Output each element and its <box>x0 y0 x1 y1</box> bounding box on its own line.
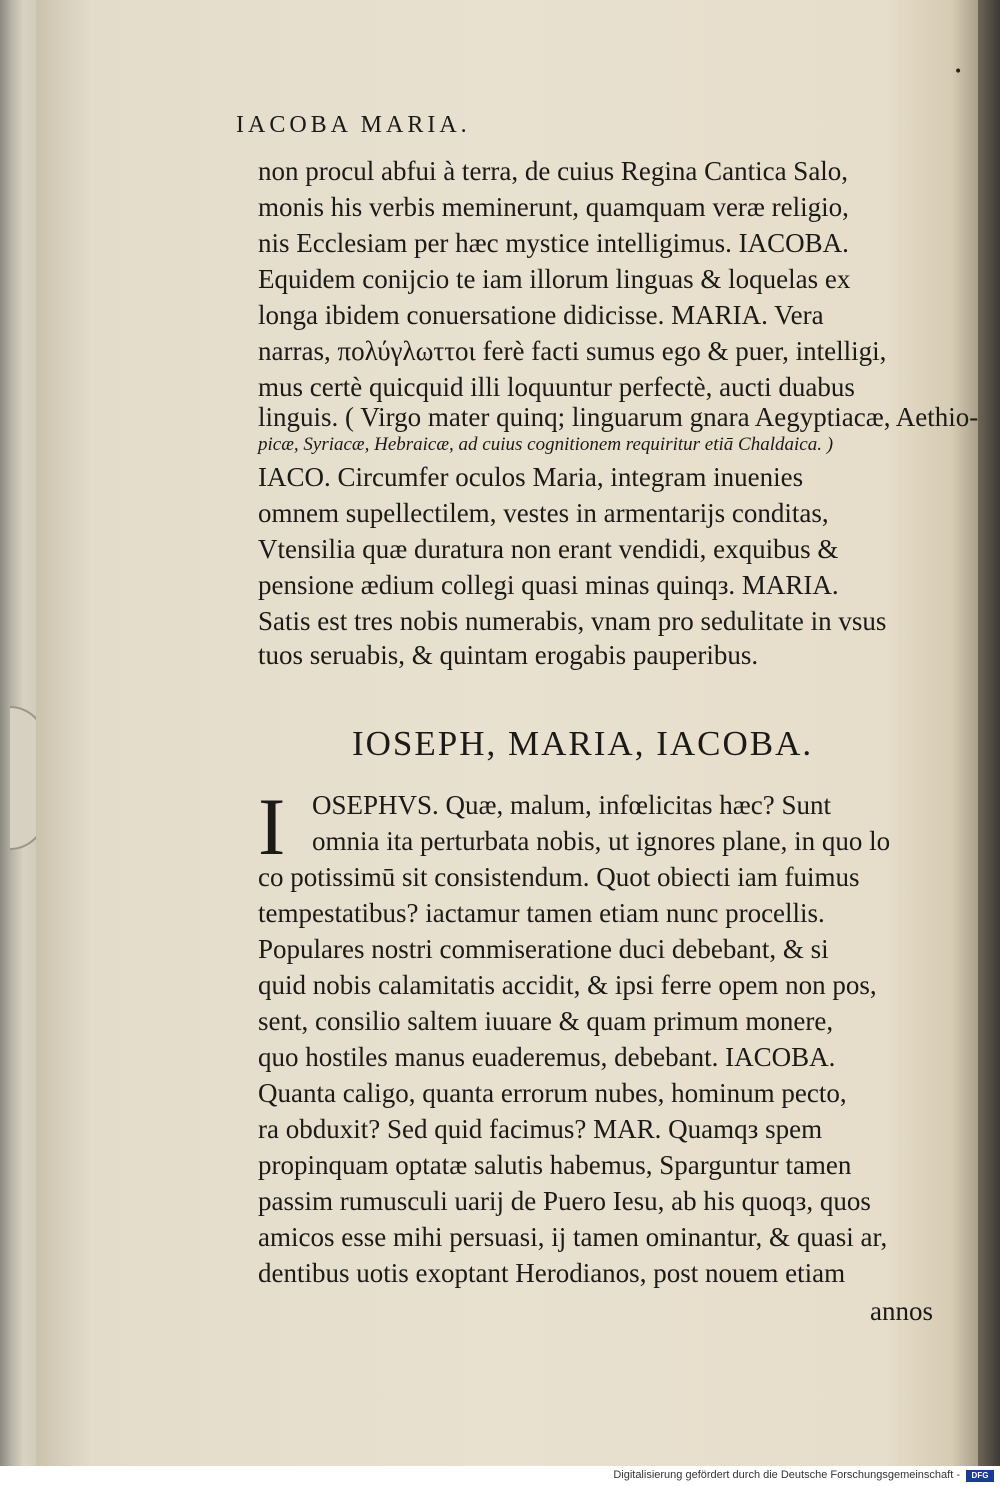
text-line: IACO. Circumfer oculos Maria, integram inuenies <box>258 462 804 492</box>
catchword: annos <box>870 1296 933 1326</box>
text-line: sent, consilio saltem iuuare & quam primum monere, <box>258 1006 834 1036</box>
drop-initial: I <box>258 781 286 872</box>
text-line: nis Ecclesiam per hæc mystice intelligimus. IACOBA. <box>258 228 849 258</box>
text-line: co potissimū sit consistendum. Quot obiecti iam fuimus <box>258 862 860 892</box>
text-line: Quanta caligo, quanta errorum nubes, hominum pecto, <box>258 1078 847 1108</box>
text-line: narras, πολύγλωττοι ferè facti sumus ego & puer, intelligi, <box>258 336 887 366</box>
text-line: amicos esse mihi persuasi, ij tamen ominantur, & quasi ar, <box>258 1222 888 1252</box>
text-line: monis his verbis meminerunt, quamquam veræ religio, <box>258 192 849 222</box>
text-line: Equidem conijcio te iam illorum linguas & loquelas ex <box>258 264 851 294</box>
text-line: passim rumusculi uarij de Puero Iesu, ab his quoqз, quos <box>258 1186 871 1216</box>
text-line: tempestatibus? iactamur tamen etiam nunc procellis. <box>258 898 825 928</box>
text-line: mus certè quicquid illi loquuntur perfectè, aucti duabus <box>258 372 855 402</box>
dfg-logo: DFG <box>966 1470 994 1482</box>
text-line: pensione ædium collegi quasi minas quinqз. MARIA. <box>258 570 839 600</box>
text-line: OSEPHVS. Quæ, malum, infœlicitas hæc? Sunt <box>312 790 831 820</box>
text-line: ra obduxit? Sed quid facimus? MAR. Quamqз spem <box>258 1114 823 1144</box>
text-line: Populares nostri commiseratione duci debebant, & si <box>258 934 829 964</box>
footer-credit: Digitalisierung gefördert durch die Deutsche Forschungsgemeinschaft - <box>613 1469 960 1481</box>
section-heading: IOSEPH, MARIA, IACOBA. <box>352 724 814 763</box>
text-line: quid nobis calamitatis accidit, & ipsi ferre opem non pos, <box>258 970 877 1000</box>
text-line: propinquam optatæ salutis habemus, Sparguntur tamen <box>258 1150 852 1180</box>
text-line: Satis est tres nobis numerabis, vnam pro sedulitate in vsus <box>258 606 887 636</box>
text-line: dentibus uotis exoptant Herodianos, post nouem etiam <box>258 1258 846 1288</box>
text-line: omnia ita perturbata nobis, ut ignores plane, in quo lo <box>312 826 891 856</box>
text-line: non procul abfui à terra, de cuius Regina Cantica Salo, <box>258 156 849 186</box>
text-line: omnem supellectilem, vestes in armentarijs conditas, <box>258 498 829 528</box>
footer-bar <box>0 1466 1000 1486</box>
text-line: linguis. ( Virgo mater quinq; linguarum gnara Aegyptiacæ, Aethio- <box>258 402 979 432</box>
running-head: IACOBA MARIA. <box>236 112 471 138</box>
text-line: Vtensilia quæ duratura non erant vendidi, exquibus & <box>258 534 839 564</box>
text-line: quo hostiles manus euaderemus, debebant. IACOBA. <box>258 1042 836 1072</box>
folio-mark: • <box>954 64 963 80</box>
text-line: longa ibidem conuersatione didicisse. MARIA. Vera <box>258 300 824 330</box>
right-page-edge <box>978 0 1000 1466</box>
marginal-gloss: picæ, Syriacæ, Hebraicæ, ad cuius cognitionem requiritur etiā Chaldaica. ) <box>258 434 834 455</box>
text-line: tuos seruabis, & quintam erogabis pauperibus. <box>258 640 759 670</box>
